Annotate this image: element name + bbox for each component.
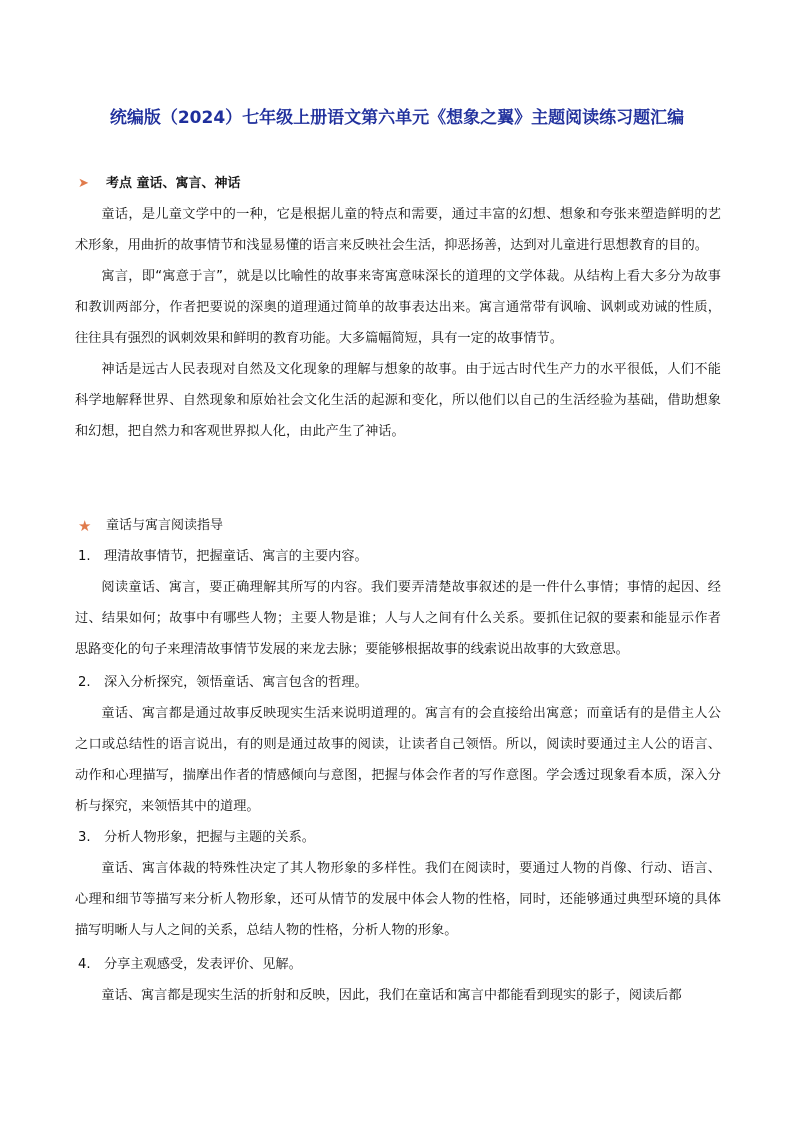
guide-item-1-title (78, 547, 368, 567)
paper-plane-icon: ➤ (78, 176, 89, 191)
item-title: 理清故事情节，把握童话、寓言的主要内容。 (104, 549, 368, 564)
item-title: 分析人物形象，把握与主题的关系。 (104, 830, 315, 845)
paragraph-myth: 神话是远古人民表现对自然及文化现象的理解与想象的故事。由于远古时代生产力的水平很低，人们不能科学地解释世界、自然现象和原始社会文化生活的起源和变化，所以他们以自己的生活经验为基础，借助想象和幻想，把自然力和客观世界拟人化，由此产生了神话。 (75, 362, 721, 439)
star-icon: ★ (78, 517, 92, 535)
item-title: 分享主观感受，发表评价、见解。 (104, 957, 302, 972)
item-number: 3. (78, 830, 91, 845)
item-paragraph: 童话、寓言都是通过故事反映现实生活来说明道理的。寓言有的会直接给出寓意；而童话有的是借主人公之口或总结性的语言说出，有的则是通过故事的阅读，让读者自己领悟。所以，阅读时要通过主人公的语言、动作和心理描写，揣摩出作者的情感倾向与意图，把握与体会作者的写作意图。学会透过现象看本质，深入分析与探究，来领悟其中的道理。 (75, 706, 721, 814)
item-number: 2. (78, 675, 91, 690)
guide-item-4-body (75, 980, 721, 1011)
document-title: 统编版（2024）七年级上册语文第六单元《想象之翼》主题阅读练习题汇编 (109, 108, 685, 128)
item-paragraph: 童话、寓言体裁的特殊性决定了其人物形象的多样性。我们在阅读时，要通过人物的肖像、行动、语言、心理和细节等描写来分析人物形象，还可从情节的发展中体会人物的性格，同时，还能够通过典型环境的具体描写明晰人与人之间的关系，总结人物的性格，分析人物的形象。 (75, 861, 721, 938)
guide-item-4-title (78, 955, 302, 975)
item-number: 1. (78, 549, 91, 564)
item-paragraph: 阅读童话、寓言，要正确理解其所写的内容。我们要弄清楚故事叙述的是一件什么事情；事情的起因、经过、结果如何；故事中有哪些人物；主要人物是谁；人与人之间有什么关系。要抓住记叙的要素和能显示作者思路变化的句子来理清故事情节发展的来龙去脉；要能够根据故事的线索说出故事的大致意思。 (75, 580, 721, 657)
paragraph-fable: 寓言，即“寓意于言”，就是以比喻性的故事来寄寓意味深长的道理的文学体裁。从结构上看大多分为故事和教训两部分，作者把要说的深奥的道理通过简单的故事表达出来。寓言通常带有讽喻、讽刺或劝诫的性质，往往具有强烈的讽刺效果和鲜明的教育功能。大多篇幅简短，具有一定的故事情节。 (75, 269, 721, 346)
section-heading-exam-point (78, 174, 241, 194)
section-heading-guide (78, 516, 223, 536)
section-heading-text: 考点 童话、寓言、神话 (106, 176, 241, 191)
guide-item-3-title (78, 828, 315, 848)
item-title: 深入分析探究，领悟童话、寓言包含的哲理。 (104, 675, 368, 690)
section-heading-text: 童话与寓言阅读指导 (106, 518, 224, 533)
section1-body (75, 199, 721, 447)
guide-item-1-body (75, 572, 721, 665)
paragraph-fairy-tale: 童话，是儿童文学中的一种，它是根据儿童的特点和需要，通过丰富的幻想、想象和夸张来塑造鲜明的艺术形象，用曲折的故事情节和浅显易懂的语言来反映社会生活，抑恶扬善，达到对儿童进行思想教育的目的。 (75, 207, 721, 253)
item-number: 4. (78, 957, 91, 972)
guide-item-3-body (75, 853, 721, 946)
item-paragraph: 童话、寓言都是现实生活的折射和反映，因此，我们在童话和寓言中都能看到现实的影子，阅读后都 (101, 988, 682, 1003)
guide-item-2-body (75, 698, 721, 822)
guide-item-2-title (78, 673, 368, 693)
